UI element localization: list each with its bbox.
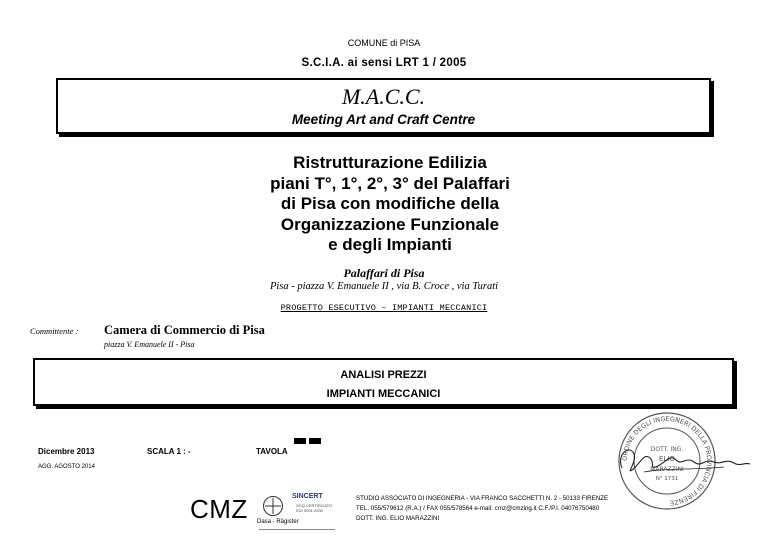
work-description-line: Ristrutturazione Edilizia [293,153,487,172]
place-address: Pisa - piazza V. Emanuele II , via B. Croce , via Turati [269,281,499,292]
tavola-label: TAVOLA [256,447,288,456]
sincert-caption: SGQ CERTIFICATO ISO 9001:2000 [296,503,333,513]
client-label: Committente : [30,326,79,336]
project-phase: PROGETTO ESECUTIVO – IMPIANTI MECCANICI [280,303,488,313]
logo-divider [259,529,335,530]
work-description-line: piani T°, 1°, 2°, 3° del Palaffari [270,173,510,193]
place-name: Palaffari di Pisa [343,266,425,280]
scale-label: SCALA 1 : - [147,447,191,456]
studio-contact-line: TEL. 055/579612 (R.A.) / FAX 055/578564 e-mail: cmz@cmzing.it C.F./P.I. 04076750480 [356,505,600,512]
project-subtitle: Meeting Art and Craft Centre [291,112,476,127]
document-section: IMPIANTI MECCANICI [326,388,441,400]
issue-date: Dicembre 2013 [38,447,95,456]
comune-label: COMUNE di PISA [347,38,421,48]
client-name: Camera di Commercio di Pisa [104,323,265,337]
cmz-logo: CMZ [190,494,248,524]
dasa-label: Dasa - Rägister [257,519,299,525]
stamp-line: ELIO [659,455,675,463]
update-date: AGG. AGOSTO 2014 [38,464,95,470]
stamp-line: N° 1731 [655,476,679,482]
stamp-ring-text: ORDINE DEGLI INGEGNERI DELLA PROVINCIA DI FIRENZE [620,414,714,507]
sincert-logo: SINCERT [292,493,323,500]
work-description-line: Organizzazione Funzionale [280,214,500,234]
stamp-line: MARAZZINI [650,466,684,473]
engineer-signature [604,440,754,480]
client-address: piazza V. Emanuele II - Pisa [104,340,195,349]
stamp-line: DOTT. ING. [650,446,684,453]
work-description [200,153,580,256]
work-description-line: di Pisa con modifiche della [280,194,500,213]
dasa-cross-icon [262,495,284,517]
studio-address-line: STUDIO ASSOCIATO DI INGEGNERIA - VIA FRANCO SACCHETTI N. 2 - 50133 FIRENZE [356,495,609,502]
project-acronym: M.A.C.C. [341,84,426,109]
work-description-line: e degli Impianti [328,235,452,254]
scia-label: S.C.I.A. ai sensi LRT 1 / 2005 [301,57,467,69]
document-type: ANALISI PREZZI [340,369,427,381]
studio-engineer-line: DOTT. ING. ELIO MARAZZINI [356,515,440,522]
tavola-number-mark [294,438,322,445]
